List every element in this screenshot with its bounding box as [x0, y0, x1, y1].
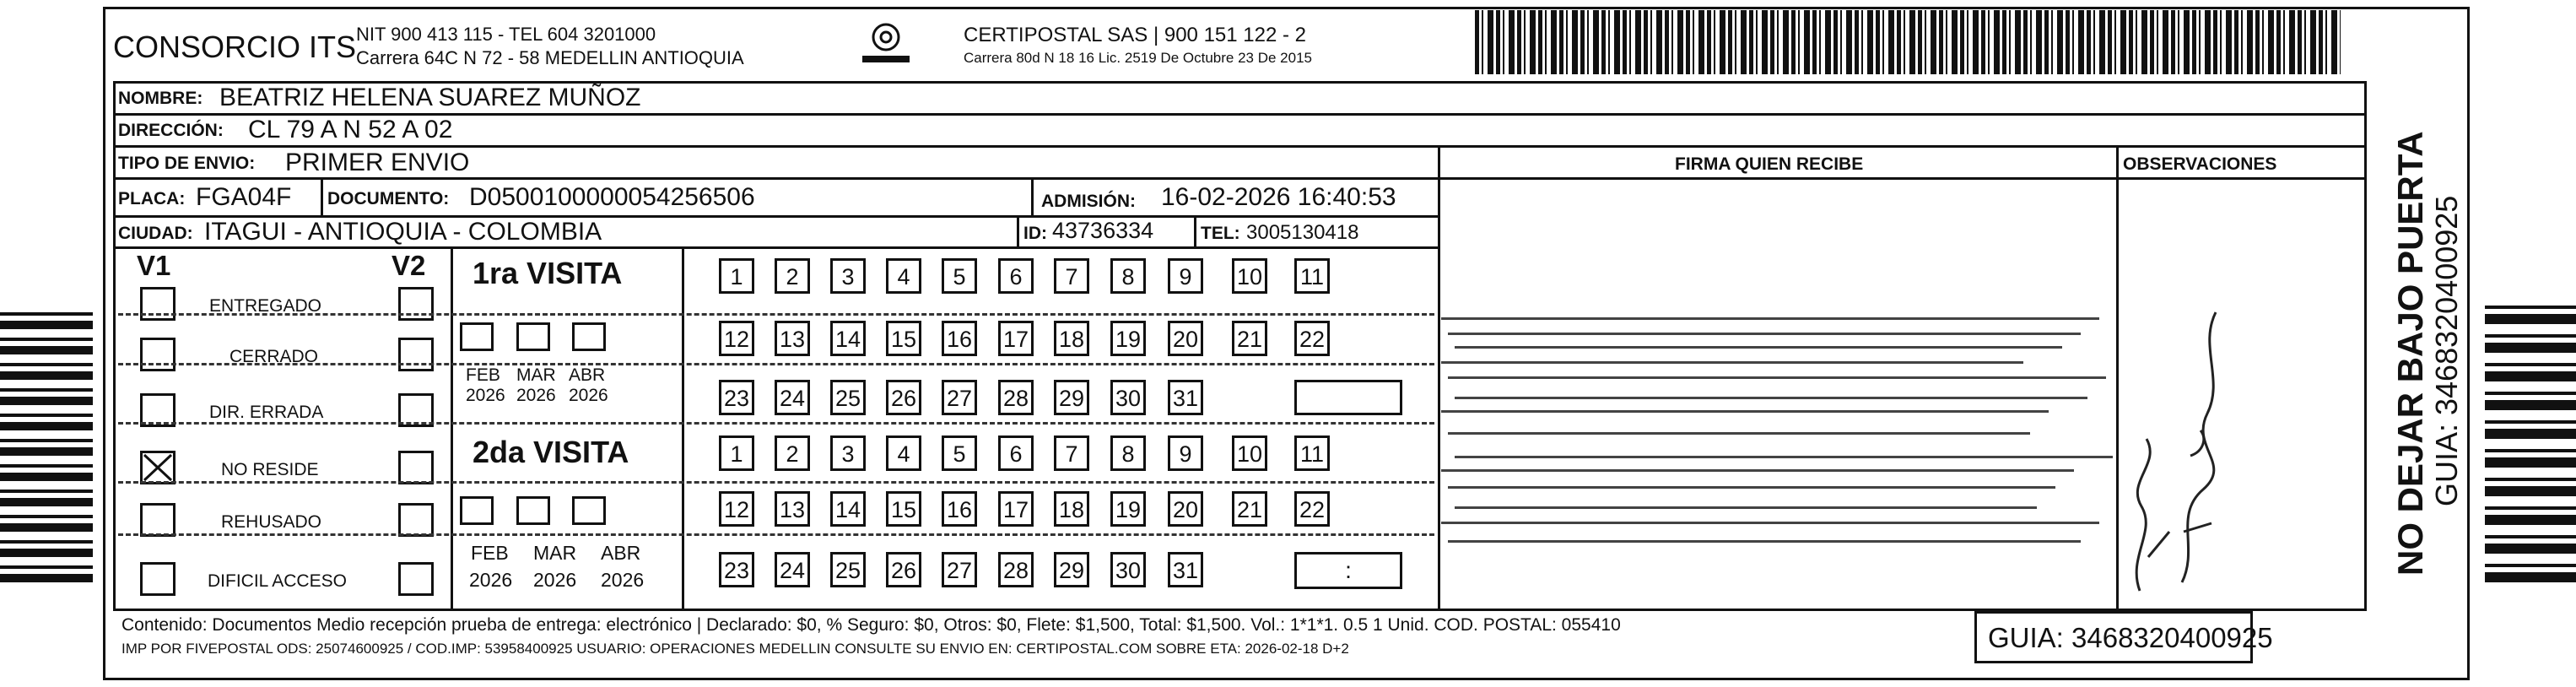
time-box-second[interactable] [1294, 552, 1402, 589]
footer-guia: GUIA: 3468320400925 [1988, 622, 2273, 653]
carrier-name: CERTIPOSTAL SAS | 900 151 122 - 2 [964, 24, 1306, 46]
day-box[interactable]: 6 [998, 435, 1034, 471]
year-label: 2026 [533, 569, 577, 591]
id-value: 43736334 [1052, 218, 1154, 243]
day-box[interactable]: 5 [942, 258, 977, 294]
day-box[interactable]: 26 [886, 552, 921, 587]
day-box[interactable]: 18 [1054, 321, 1089, 356]
day-box[interactable]: 9 [1168, 435, 1203, 471]
day-box[interactable]: 31 [1168, 552, 1203, 587]
tipo-envio-label: TIPO DE ENVIO: [118, 154, 256, 173]
day-box[interactable]: 17 [998, 491, 1034, 527]
scan-streak [1441, 317, 2099, 320]
time-box-first[interactable] [1294, 380, 1402, 415]
day-box[interactable]: 24 [775, 380, 810, 415]
status-checkbox-v2[interactable] [398, 503, 434, 537]
day-box[interactable]: 11 [1294, 435, 1330, 471]
tel-label: TEL: [1201, 224, 1240, 243]
carrier-address: Carrera 80d N 18 16 Lic. 2519 De Octubre 23 De 2015 [964, 50, 1312, 66]
scan-streak [1448, 376, 2106, 379]
day-box[interactable]: 6 [998, 258, 1034, 294]
scan-streak [1441, 361, 2023, 364]
day-box[interactable]: 12 [719, 321, 754, 356]
nombre-value: BEATRIZ HELENA SUAREZ MUÑOZ [219, 84, 641, 111]
day-box[interactable]: 9 [1168, 258, 1203, 294]
side-warning: NO DEJAR BAJO PUERTA [2390, 131, 2430, 576]
day-box[interactable]: 19 [1110, 321, 1146, 356]
day-box[interactable]: 20 [1168, 491, 1203, 527]
documento-value: D0500100000054256506 [469, 183, 755, 211]
day-box[interactable]: 19 [1110, 491, 1146, 527]
status-label: DIR. ERRADA [209, 403, 324, 422]
barcode [1475, 10, 2341, 74]
day-box[interactable]: 25 [830, 552, 866, 587]
month-label: FEB [471, 542, 509, 564]
scan-streak [1448, 333, 2081, 335]
month-label: FEB [466, 365, 500, 385]
day-box[interactable]: 28 [998, 380, 1034, 415]
day-box[interactable]: 16 [942, 321, 977, 356]
day-box[interactable]: 12 [719, 491, 754, 527]
ciudad-label: CIUDAD: [118, 224, 193, 243]
day-box[interactable]: 22 [1294, 491, 1330, 527]
year-label: 2026 [466, 386, 505, 405]
placa-value: FGA04F [196, 183, 292, 211]
status-checkbox-v2[interactable] [398, 562, 434, 596]
side-guia: GUIA: 3468320400925 [2429, 195, 2464, 506]
primera-visita-label: 1ra VISITA [473, 256, 623, 290]
scan-streak [1441, 410, 2049, 413]
admision-value: 16-02-2026 16:40:53 [1161, 183, 1396, 211]
scan-streak [1448, 540, 2081, 543]
status-checkbox-v2[interactable] [398, 451, 434, 484]
scan-streak [1441, 522, 2099, 524]
day-box[interactable]: 30 [1110, 380, 1146, 415]
scan-streak [1455, 456, 2113, 458]
day-box[interactable]: 18 [1054, 491, 1089, 527]
month-label: MAR [516, 365, 556, 385]
status-label: ENTREGADO [209, 296, 322, 316]
day-box[interactable]: 3 [830, 435, 866, 471]
day-box[interactable]: 22 [1294, 321, 1330, 356]
admision-label: ADMISIÓN: [1041, 192, 1136, 211]
company-name: CONSORCIO ITS [113, 30, 357, 64]
month-label: ABR [569, 365, 606, 385]
status-checkbox-v1[interactable] [140, 287, 176, 321]
v1-header: V1 [137, 250, 171, 281]
left-edge-marks [0, 304, 93, 582]
day-box[interactable]: 15 [886, 491, 921, 527]
status-checkbox-v1[interactable] [140, 451, 176, 484]
year-label: 2026 [516, 386, 556, 405]
day-box[interactable]: 3 [830, 258, 866, 294]
day-box[interactable]: 13 [775, 321, 810, 356]
observaciones-header: OBSERVACIONES [2123, 154, 2277, 174]
segunda-visita-label: 2da VISITA [473, 435, 629, 469]
day-box[interactable]: 17 [998, 321, 1034, 356]
day-box[interactable]: 1 [719, 258, 754, 294]
day-box[interactable]: 2 [775, 258, 810, 294]
company-nit: NIT 900 413 115 - TEL 604 3201000 [356, 24, 656, 45]
tipo-envio-value: PRIMER ENVIO [285, 149, 470, 176]
year-label: 2026 [601, 569, 645, 591]
day-box[interactable]: 10 [1232, 258, 1267, 294]
month-box-feb[interactable] [460, 322, 494, 351]
status-checkbox-v1[interactable] [140, 562, 176, 596]
day-box[interactable]: 5 [942, 435, 977, 471]
day-box[interactable]: 30 [1110, 552, 1146, 587]
day-box[interactable]: 26 [886, 380, 921, 415]
certipostal-logo [861, 22, 911, 66]
day-box[interactable]: 16 [942, 491, 977, 527]
scan-streak [1448, 486, 2055, 489]
scan-streak [1441, 469, 2074, 472]
month-box-mar[interactable] [516, 322, 550, 351]
day-box[interactable]: 31 [1168, 380, 1203, 415]
placa-label: PLACA: [118, 189, 186, 208]
handwritten-observation [2123, 279, 2241, 608]
day-box[interactable]: 29 [1054, 552, 1089, 587]
id-label: ID: [1023, 224, 1047, 243]
day-box[interactable]: 27 [942, 552, 977, 587]
ciudad-value: ITAGUI - ANTIOQUIA - COLOMBIA [204, 218, 602, 246]
month-box-feb[interactable] [460, 496, 494, 525]
direccion-label: DIRECCIÓN: [118, 121, 224, 140]
day-box[interactable]: 4 [886, 435, 921, 471]
status-label: REHUSADO [221, 512, 322, 532]
footer-content: Contenido: Documentos Medio recepción prueba de entrega: electrónico | Declarado: $0, % Seguro: $0, Otros: $0, Flete: $1,500, Total: $1,500. Vol.: 1*1*1. 0.5 1 Unid. COD. POSTAL: 055410 [122, 615, 1621, 635]
year-label: 2026 [469, 569, 513, 591]
day-box[interactable]: 29 [1054, 380, 1089, 415]
time-placeholder: : [1345, 557, 1352, 583]
status-label: NO RESIDE [221, 460, 319, 479]
day-box[interactable]: 11 [1294, 258, 1330, 294]
status-checkbox-v2[interactable] [398, 287, 434, 321]
month-box-mar[interactable] [516, 496, 550, 525]
status-label: CERRADO [230, 347, 319, 366]
v2-header: V2 [392, 250, 426, 281]
status-checkbox-v1[interactable] [140, 503, 176, 537]
day-box[interactable]: 25 [830, 380, 866, 415]
documento-label: DOCUMENTO: [327, 189, 450, 208]
year-label: 2026 [569, 386, 608, 405]
status-checkbox-v2[interactable] [398, 338, 434, 371]
day-box[interactable]: 23 [719, 380, 754, 415]
month-box-abr[interactable] [572, 322, 606, 351]
scan-streak [1448, 432, 2030, 435]
day-box[interactable]: 27 [942, 380, 977, 415]
month-label: ABR [601, 542, 641, 564]
scan-streak [1455, 506, 2037, 509]
day-box[interactable]: 14 [830, 491, 866, 527]
day-box[interactable]: 21 [1232, 491, 1267, 527]
day-box[interactable]: 28 [998, 552, 1034, 587]
scan-streak [1455, 397, 2087, 399]
direccion-value: CL 79 A N 52 A 02 [248, 116, 453, 143]
day-box[interactable]: 8 [1110, 258, 1146, 294]
right-edge-marks [2485, 304, 2576, 582]
day-box[interactable]: 20 [1168, 321, 1203, 356]
scan-streak [1455, 346, 2062, 349]
footer-print-info: IMP POR FIVEPOSTAL ODS: 25074600925 / COD.IMP: 53958400925 USUARIO: OPERACIONES MEDELLIN CONSULTE SU ENVIO EN: CERTIPOSTAL.COM SOBRE ETA: 2026-02-18 D+2 [122, 641, 1349, 657]
status-checkbox-v1[interactable] [140, 338, 176, 371]
day-box[interactable]: 1 [719, 435, 754, 471]
day-box[interactable]: 10 [1232, 435, 1267, 471]
company-address: Carrera 64C N 72 - 58 MEDELLIN ANTIOQUIA [356, 47, 744, 68]
day-box[interactable]: 2 [775, 435, 810, 471]
day-box[interactable]: 4 [886, 258, 921, 294]
day-box[interactable]: 7 [1054, 258, 1089, 294]
month-label: MAR [533, 542, 577, 564]
month-box-abr[interactable] [572, 496, 606, 525]
firma-header: FIRMA QUIEN RECIBE [1675, 154, 1864, 174]
day-box[interactable]: 24 [775, 552, 810, 587]
day-box[interactable]: 8 [1110, 435, 1146, 471]
status-label: DIFICIL ACCESO [208, 571, 347, 591]
check-mark-icon [143, 453, 173, 482]
day-box[interactable]: 14 [830, 321, 866, 356]
day-box[interactable]: 7 [1054, 435, 1089, 471]
nombre-label: NOMBRE: [118, 89, 203, 108]
day-box[interactable]: 23 [719, 552, 754, 587]
day-box[interactable]: 13 [775, 491, 810, 527]
day-box[interactable]: 15 [886, 321, 921, 356]
tel-value: 3005130418 [1246, 221, 1359, 244]
day-box[interactable]: 21 [1232, 321, 1267, 356]
